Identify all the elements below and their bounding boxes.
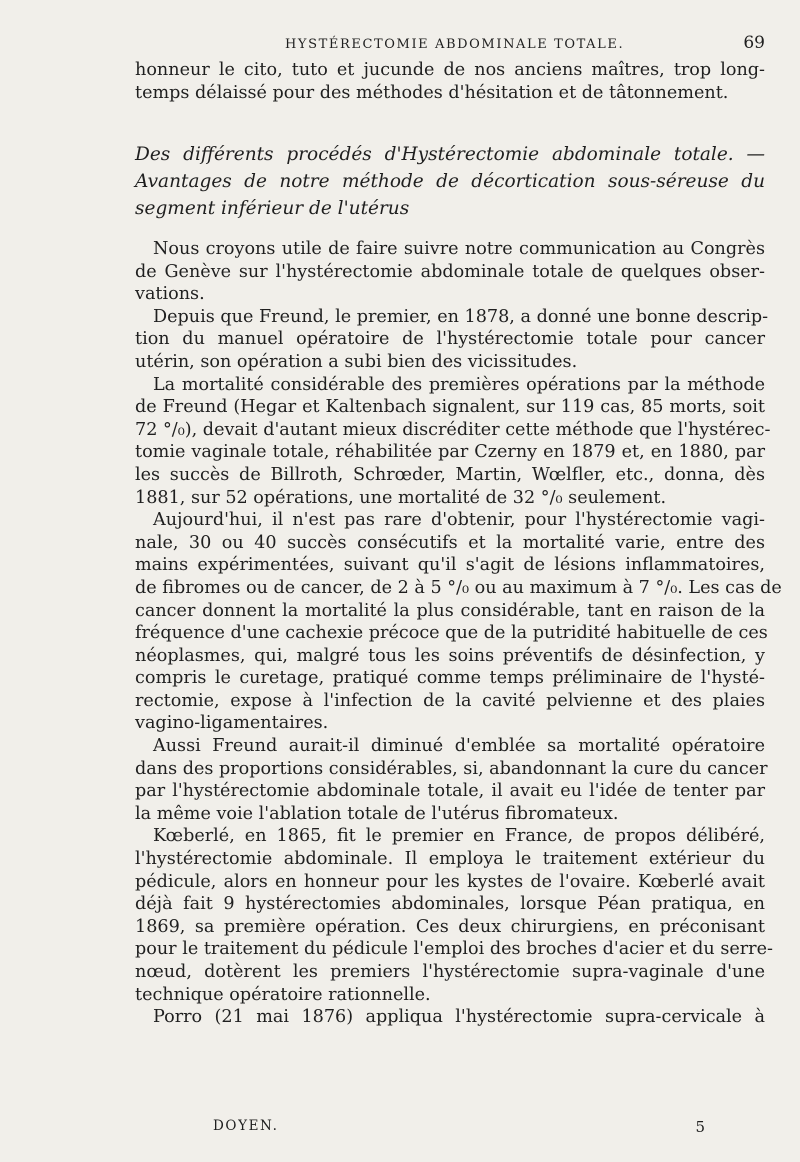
text-line: de Freund (Hegar et Kaltenbach signalent, sur 119 cas, 85 morts, soit: [135, 397, 765, 418]
text-line: nœud, dotèrent les premiers l'hystérectomie supra-vaginale d'une: [135, 962, 765, 982]
text-line: l'hystérectomie abdominale. Il employa le traitement extérieur du: [135, 849, 765, 870]
text-line: vations.: [135, 284, 205, 305]
running-title: HYSTÉRECTOMIE ABDOMINALE TOTALE.: [285, 37, 625, 52]
text-line: Kœberlé, en 1865, fit le premier en France, de propos délibéré,: [153, 826, 765, 847]
section-title-line: Des différents procédés d'Hystérectomie abdominale totale. —: [135, 144, 765, 165]
text-line: 72 °/₀), devait d'autant mieux discréditer cette méthode que l'hystérec-: [135, 419, 771, 440]
sheet-number: 5: [695, 1118, 705, 1136]
text-line: temps délaissé pour des méthodes d'hésitation et de tâtonnement.: [135, 82, 729, 103]
text-line: tion du manuel opératoire de l'hystérectomie totale pour cancer: [135, 329, 765, 350]
text-line: fréquence d'une cachexie précoce que de la putridité habituelle de ces: [135, 623, 768, 644]
text-line: rectomie, expose à l'infection de la cavité pelvienne et des plaies: [135, 690, 765, 711]
text-line: dans des proportions considérables, si, abandonnant la cure du cancer: [135, 758, 768, 779]
page-footer: [135, 1118, 765, 1140]
section-title-line: Avantages de notre méthode de décortication sous-séreuse du: [135, 171, 765, 192]
text-line: pédicule, alors en honneur pour les kystes de l'ovaire. Kœberlé avait: [135, 871, 765, 892]
text-line: vagino-ligamentaires.: [135, 713, 329, 734]
text-line: 1881, sur 52 opérations, une mortalité de 32 °/₀ seulement.: [135, 487, 667, 508]
text-line: nale, 30 ou 40 succès consécutifs et la mortalité varie, entre des: [135, 532, 765, 553]
text-line: pour le traitement du pédicule l'emploi des broches d'acier et du serre-: [135, 939, 773, 960]
signature-mark: DOYEN.: [213, 1118, 279, 1134]
text-line: Aussi Freund aurait-il diminué d'emblée sa mortalité opératoire: [153, 736, 765, 757]
intro-paragraph: [135, 59, 765, 104]
text-line: déjà fait 9 hystérectomies abdominales, lorsque Péan pratiqua, en: [135, 894, 765, 915]
section-title: [135, 141, 765, 222]
text-line: technique opératoire rationnelle.: [135, 984, 431, 1005]
text-line: néoplasmes, qui, malgré tous les soins préventifs de désinfection, y: [135, 645, 765, 666]
text-line: la même voie l'ablation totale de l'utérus fibromateux.: [135, 803, 619, 824]
text-line: Depuis que Freund, le premier, en 1878, a donné une bonne descrip-: [153, 306, 769, 327]
text-line: de Genève sur l'hystérectomie abdominale totale de quelques obser-: [135, 261, 765, 282]
text-line: La mortalité considérable des premières opérations par la méthode: [153, 374, 765, 395]
text-line: Aujourd'hui, il n'est pas rare d'obtenir, pour l'hystérectomie vagi-: [153, 510, 765, 531]
text-line: 1869, sa première opération. Ces deux chirurgiens, en préconisant: [135, 916, 765, 937]
text-line: honneur le cito, tuto et jucunde de nos anciens maîtres, trop long-: [135, 60, 765, 80]
text-line: tomie vaginale totale, réhabilitée par Czerny en 1879 et, en 1880, par: [135, 442, 765, 463]
body-text: [135, 238, 782, 1029]
text-line: de fibromes ou de cancer, de 2 à 5 °/₀ ou au maximum à 7 °/₀. Les cas de: [135, 577, 782, 598]
text-line: les succès de Billroth, Schrœder, Martin, Wœlfler, etc., donna, dès: [135, 464, 765, 485]
text-line: Nous croyons utile de faire suivre notre communication au Congrès: [153, 239, 765, 259]
text-line: compris le curetage, pratiqué comme temps préliminaire de l'hysté-: [135, 668, 765, 689]
text-line: utérin, son opération a subi bien des vicissitudes.: [135, 351, 578, 372]
text-line: Porro (21 mai 1876) appliqua l'hystérectomie supra-cervicale à: [153, 1007, 765, 1028]
text-line: mains expérimentées, suivant qu'il s'agit de lésions inflammatoires,: [135, 555, 765, 576]
page-number: 69: [743, 33, 765, 53]
section-title-line: segment inférieur de l'utérus: [135, 198, 410, 219]
text-line: par l'hystérectomie abdominale totale, il avait eu l'idée de tenter par: [135, 781, 765, 802]
running-head: [135, 33, 765, 57]
text-line: cancer donnent la mortalité la plus considérable, tant en raison de la: [135, 600, 765, 621]
